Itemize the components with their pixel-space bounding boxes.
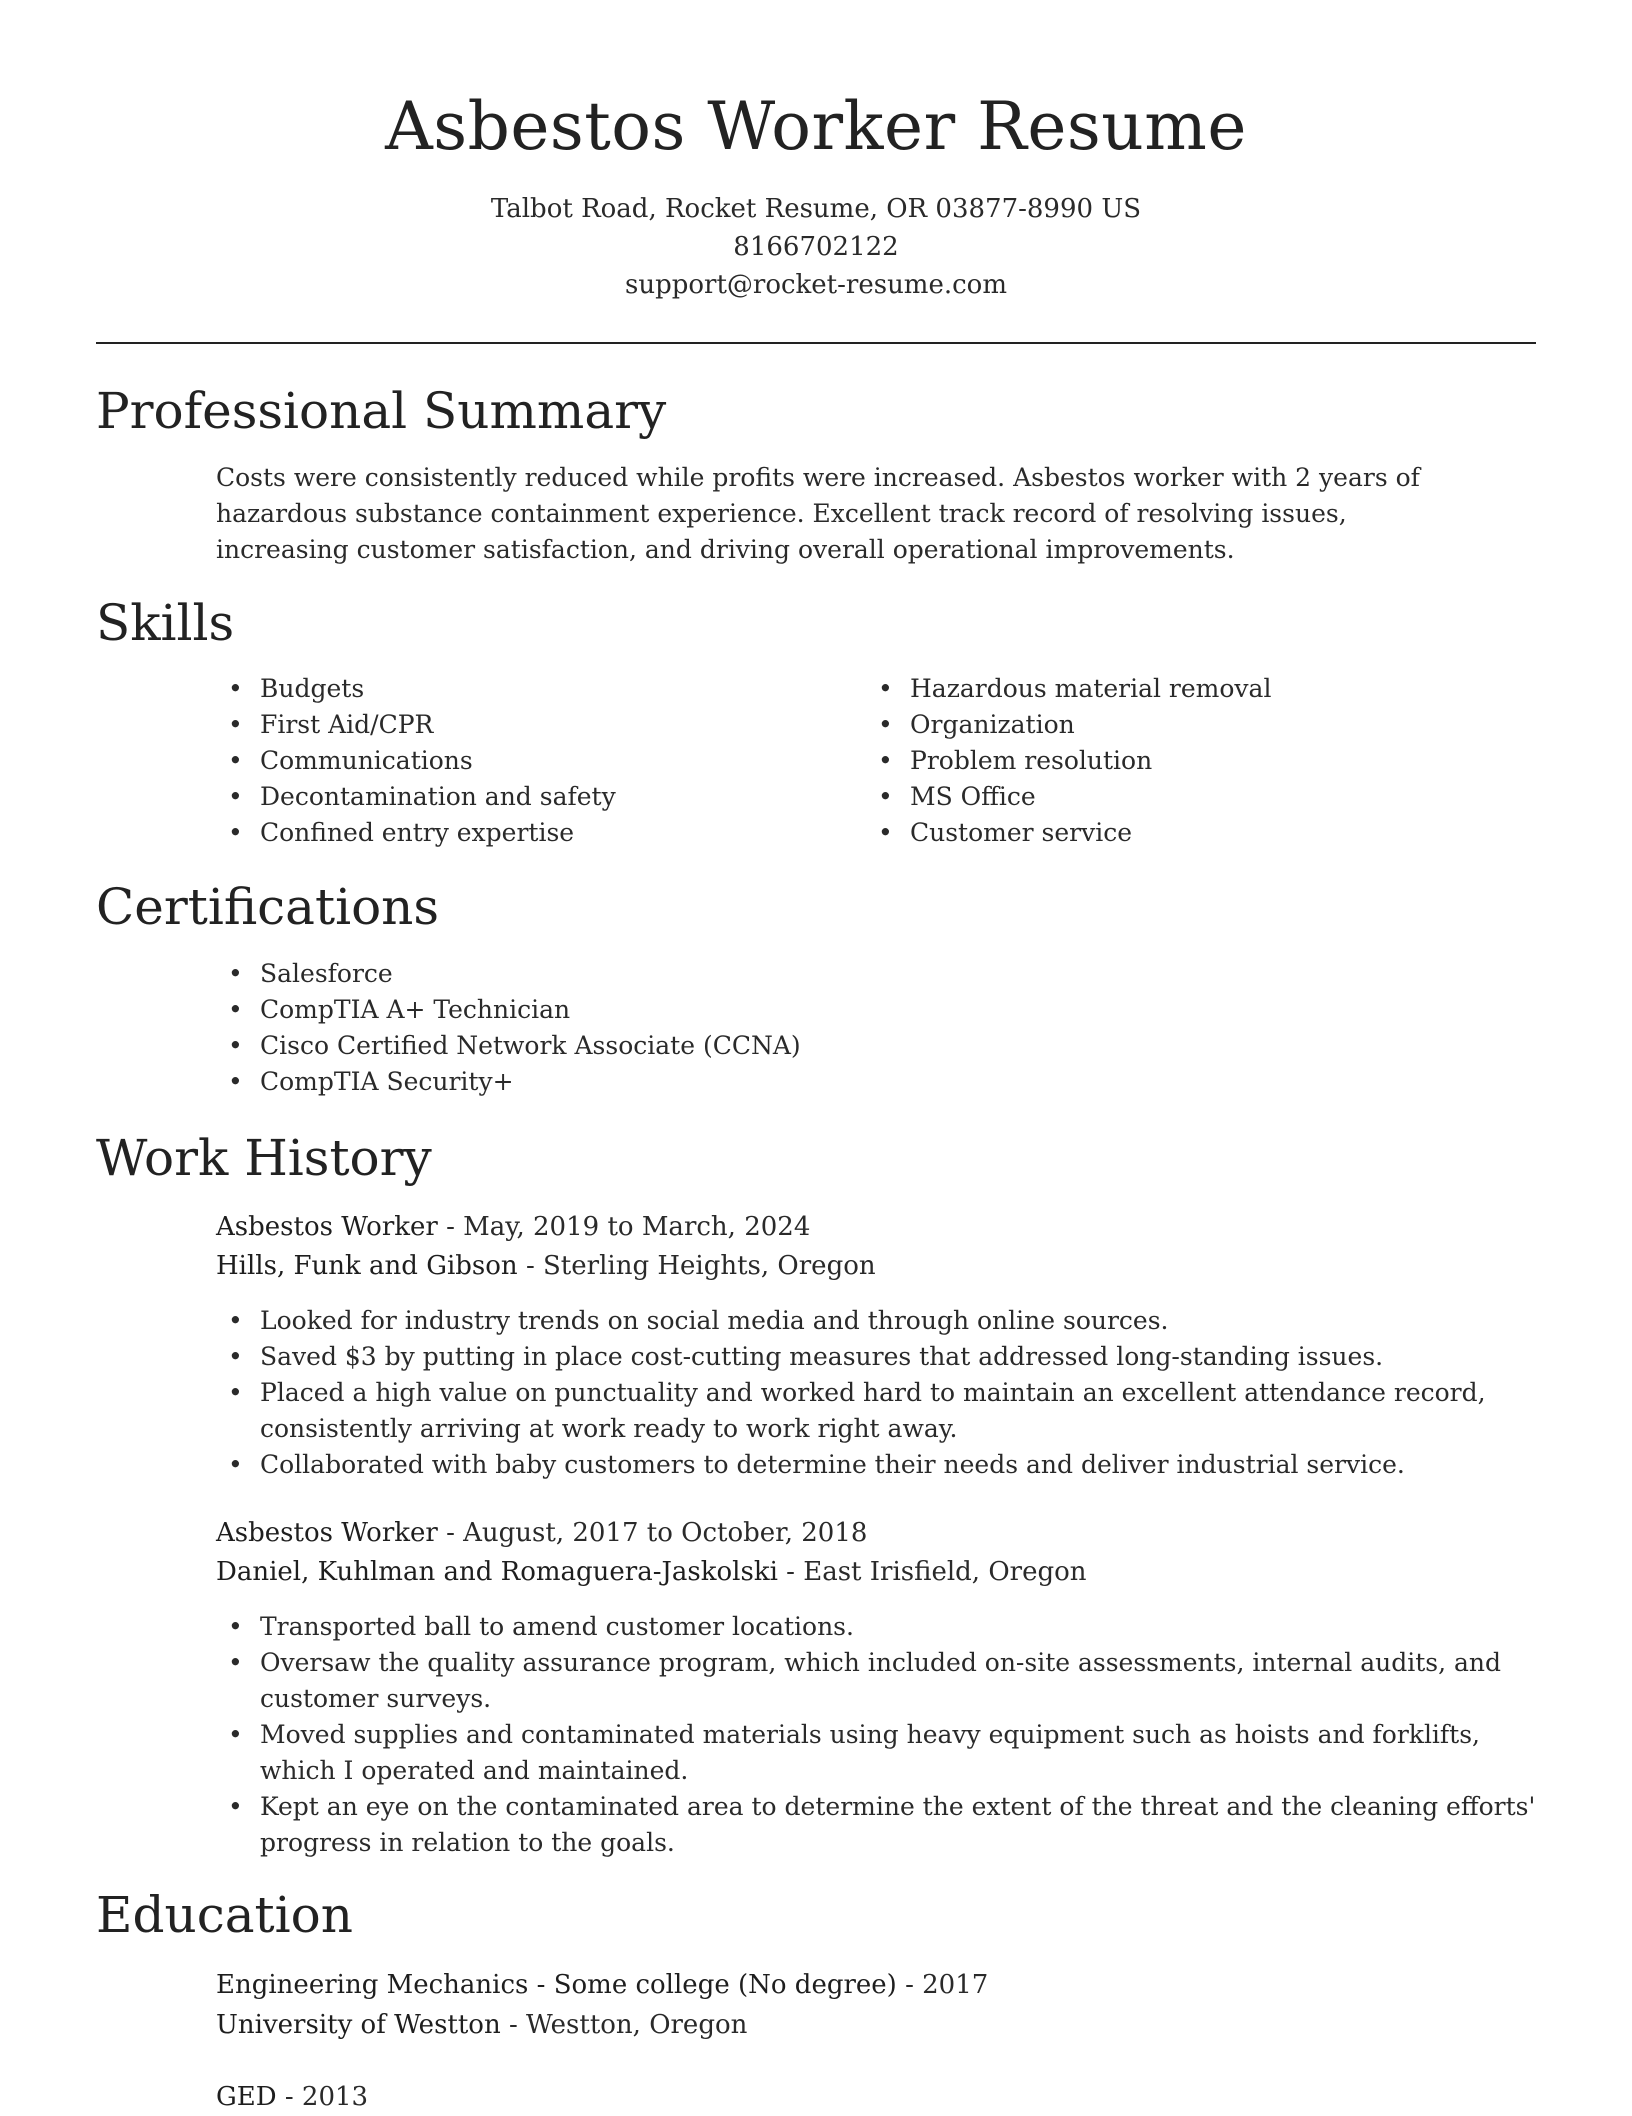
education-1-school-line <box>216 2006 747 2044</box>
job-1-title: Asbestos Worker <box>216 1212 438 1242</box>
education-1-degree: Engineering Mechanics - Some college (No degree) <box>216 1970 897 2000</box>
header-divider <box>96 342 1536 344</box>
contact-phone: 8166702122 <box>733 232 899 262</box>
education-1-location: - Westton, Oregon <box>508 2010 748 2040</box>
skills-list-left <box>216 671 776 851</box>
skill-item: • Communications <box>216 743 776 779</box>
job-1-dates: - May, 2019 to March, 2024 <box>446 1212 811 1242</box>
job-2-title-line <box>216 1514 867 1552</box>
job-bullet: • Saved $3 by putting in place cost-cutting measures that addressed long-standing issues. <box>216 1339 1536 1375</box>
job-bullet: • Placed a high value on punctuality and worked hard to maintain an excellent attendance record, consistently arriving at work ready to work right away. <box>216 1375 1536 1447</box>
education-1-year: - 2017 <box>905 1970 989 2000</box>
job-bullet: • Collaborated with baby customers to determine their needs and deliver industrial service. <box>216 1447 1536 1483</box>
certification-item: • Cisco Certified Network Associate (CCNA) <box>216 1028 1216 1064</box>
resume-title: Asbestos Worker Resume <box>385 88 1247 165</box>
job-1-company-line <box>216 1247 876 1285</box>
job-2-title: Asbestos Worker <box>216 1518 438 1548</box>
certification-item: • CompTIA A+ Technician <box>216 992 1216 1028</box>
certifications-list <box>216 956 1216 1100</box>
contact-address: Talbot Road, Rocket Resume, OR 03877-8990 US <box>490 194 1142 224</box>
contact-email: support@rocket-resume.com <box>624 270 1007 300</box>
education-1-degree-line <box>216 1966 988 2004</box>
certification-item: • Salesforce <box>216 956 1216 992</box>
job-bullet: • Oversaw the quality assurance program, which included on-site assessments, internal audits, and customer surveys. <box>216 1645 1536 1717</box>
job-bullet: • Kept an eye on the contaminated area to determine the extent of the threat and the cleaning efforts' progress in relation to the goals. <box>216 1789 1536 1861</box>
summary-heading: Professional Summary <box>96 382 667 440</box>
job-2-company-line <box>216 1553 1087 1591</box>
skills-heading: Skills <box>96 594 235 652</box>
education-2-degree-line <box>216 2078 368 2116</box>
job-2-company: Daniel, Kuhlman and Romaguera-Jaskolski <box>216 1557 778 1587</box>
job-1-title-line <box>216 1208 810 1246</box>
education-2-year: - 2013 <box>284 2082 369 2112</box>
certification-item: • CompTIA Security+ <box>216 1064 1216 1100</box>
education-2-degree: GED <box>216 2082 277 2112</box>
contact-block <box>96 190 1536 304</box>
skill-item: • Hazardous material removal <box>866 671 1506 707</box>
skill-item: • Budgets <box>216 671 776 707</box>
job-1-location: - Sterling Heights, Oregon <box>525 1251 876 1281</box>
job-bullet: • Transported ball to amend customer locations. <box>216 1609 1536 1645</box>
skill-item: • Problem resolution <box>866 743 1506 779</box>
skill-item: • Confined entry expertise <box>216 815 776 851</box>
job-bullet: • Moved supplies and contaminated materials using heavy equipment such as hoists and forklifts, which I operated and maintained. <box>216 1717 1536 1789</box>
job-bullet: • Looked for industry trends on social media and through online sources. <box>216 1303 1536 1339</box>
skill-item: • MS Office <box>866 779 1506 815</box>
job-1-bullets <box>216 1303 1536 1483</box>
skills-list-right <box>866 671 1506 851</box>
certifications-heading: Certifications <box>96 878 440 936</box>
summary-text: Costs were consistently reduced while profits were increased. Asbestos worker with 2 years of hazardous substance containment experience. Excellent track record of resolving issues, increasing customer satisfaction, and driving overall operational improvements. <box>216 463 1420 564</box>
job-2-dates: - August, 2017 to October, 2018 <box>446 1518 868 1548</box>
education-1-school: University of Westton <box>216 2010 501 2040</box>
education-heading: Education <box>96 1886 353 1944</box>
skill-item: • Decontamination and safety <box>216 779 776 815</box>
skill-item: • Customer service <box>866 815 1506 851</box>
resume-header <box>96 84 1536 304</box>
skill-item: • Organization <box>866 707 1506 743</box>
work-history-heading: Work History <box>96 1129 432 1187</box>
job-2-bullets <box>216 1609 1536 1861</box>
job-1-company: Hills, Funk and Gibson <box>216 1251 518 1281</box>
skill-item: • First Aid/CPR <box>216 707 776 743</box>
job-2-location: - East Irisfield, Oregon <box>786 1557 1087 1587</box>
